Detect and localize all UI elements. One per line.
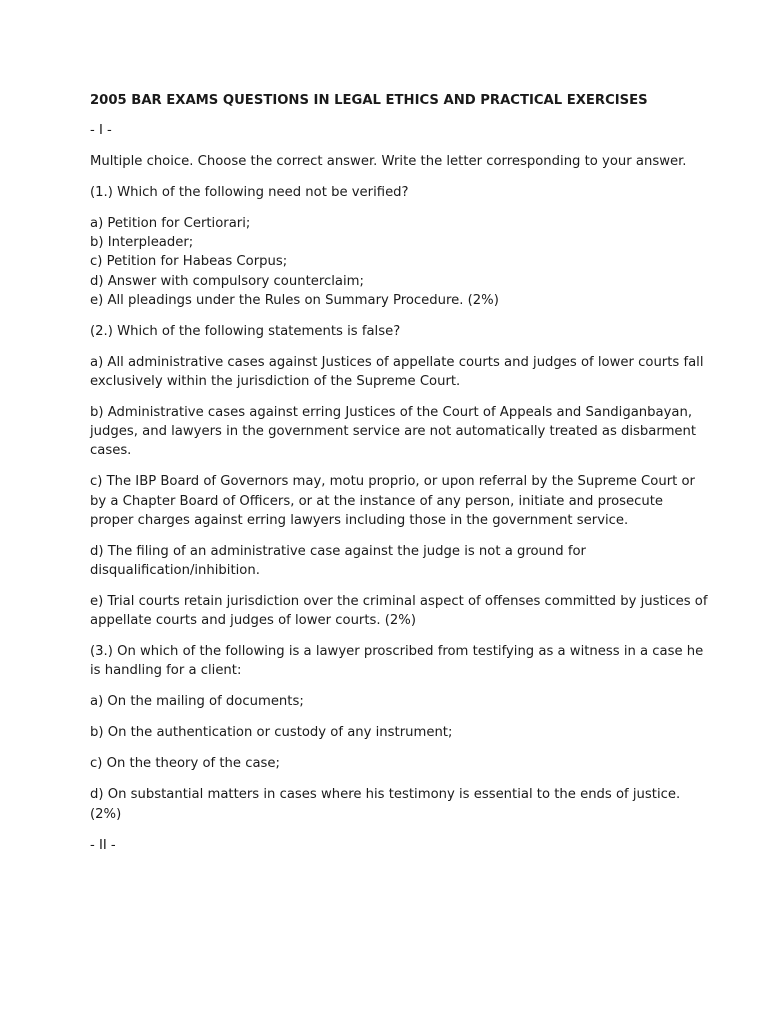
choice-1b: b) Interpleader; <box>90 235 194 251</box>
choice-1e: e) All pleadings under the Rules on Summary Procedure. (2%) <box>90 292 499 308</box>
choice-3c: c) On the theory of the case; <box>90 756 280 772</box>
choice-3a: a) On the mailing of documents; <box>90 694 304 710</box>
document-title: 2005 BAR EXAMS QUESTIONS IN LEGAL ETHICS AND PRACTICAL EXERCISES <box>90 93 648 108</box>
choice-1a: a) Petition for Certiorari; <box>90 216 251 231</box>
choice-2b: b) Administrative cases against erring Justices of the Court of Appeals and Sandiganbayan, judges, and lawyers in the government service are not automatically treated as disbarment cases. <box>90 405 697 459</box>
choice-1c: c) Petition for Habeas Corpus; <box>90 254 288 270</box>
choice-2e: e) Trial courts retain jurisdiction over the criminal aspect of offenses committed by justices of appellate courts and judges of lower courts. (2%) <box>90 594 708 629</box>
choice-2a: a) All administrative cases against Justices of appellate courts and judges of lower courts fall exclusively within the jurisdiction of the Supreme Court. <box>90 354 704 390</box>
instructions: Multiple choice. Choose the correct answer. Write the letter corresponding to your answer. <box>90 154 687 169</box>
question-3: (3.) On which of the following is a lawyer proscribed from testifying as a witness in a case he is handling for a client: <box>90 644 704 679</box>
question-2: (2.) Which of the following statements is false? <box>90 323 401 339</box>
choice-3d: d) On substantial matters in cases where his testimony is essential to the ends of justice. (2%) <box>90 787 681 822</box>
question-1-choices <box>90 214 708 310</box>
choice-1d: d) Answer with compulsory counterclaim; <box>90 273 364 289</box>
choice-3b: b) On the authentication or custody of any instrument; <box>90 725 453 741</box>
section-marker-1: - I - <box>90 123 112 138</box>
choice-2c: c) The IBP Board of Governors may, motu proprio, or upon referral by the Supreme Court or by a Chapter Board of Officers, or at the instance of any person, initiate and prosecute proper charges against erring lawyers including those in the government service. <box>90 474 695 528</box>
choice-2d: d) The filing of an administrative case against the judge is not a ground for disqualification/inhibition. <box>90 543 586 579</box>
section-marker-2: - II - <box>90 837 116 853</box>
question-1: (1.) Which of the following need not be verified? <box>90 185 409 200</box>
